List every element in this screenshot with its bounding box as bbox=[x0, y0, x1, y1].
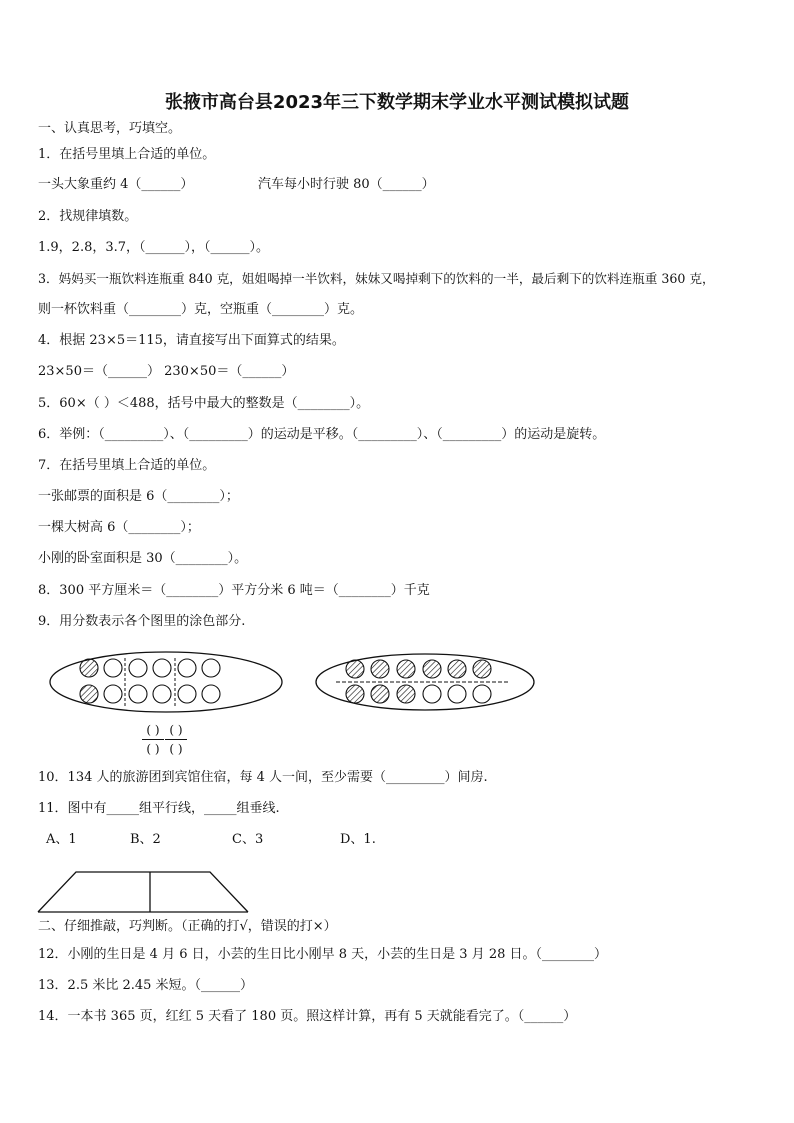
empty-circle bbox=[473, 685, 491, 703]
question-5: 5．60×（ ）＜488，括号中最大的整数是（________）。 bbox=[38, 396, 370, 411]
question-2-sequence: 1.9，2.8，3.7，（______），（______）。 bbox=[38, 240, 270, 255]
section-heading-2: 二、仔细推敲，巧判断。（正确的打√，错误的打×） bbox=[38, 919, 337, 934]
empty-circle bbox=[129, 685, 147, 703]
question-3-line-1: 3．妈妈买一瓶饮料连瓶重 840 克，姐姐喝掉一半饮料，妹妹又喝掉剩下的饮料的一半，最后剩下的饮料连瓶重 360 克， bbox=[38, 271, 715, 286]
question-6: 6．举例：（_________）、（_________）的运动是平移。（_________）、（_________）的运动是旋转。 bbox=[38, 427, 606, 442]
question-1-part-b: 汽车每小时行驶 80（______） bbox=[258, 177, 435, 192]
fraction-right bbox=[165, 722, 187, 757]
fraction-left-numerator: ( ) bbox=[146, 723, 160, 737]
question-12: 12．小刚的生日是 4 月 6 日，小芸的生日比小刚早 8 天，小芸的生日是 3 月 28 日。（________） bbox=[38, 947, 607, 962]
empty-circle bbox=[178, 659, 196, 677]
question-7-part-c: 小刚的卧室面积是 30（________）。 bbox=[38, 551, 248, 566]
empty-circle bbox=[153, 685, 171, 703]
question-7-part-a: 一张邮票的面积是 6（________）； bbox=[38, 489, 239, 504]
question-14: 14．一本书 365 页，红红 5 天看了 180 页。照这样计算，再有 5 天就能看完了。（______） bbox=[38, 1009, 577, 1024]
empty-circle bbox=[104, 685, 122, 703]
shaded-circle bbox=[423, 660, 441, 678]
question-4-stem: 4．根据 23×5＝115，请直接写出下面算式的结果。 bbox=[38, 333, 345, 348]
question-4-calcs: 23×50＝（______） 230×50＝（______） bbox=[38, 364, 295, 379]
shaded-circle bbox=[346, 660, 364, 678]
trapezoid-figure bbox=[36, 868, 252, 916]
shaded-circle bbox=[346, 685, 364, 703]
circles-figure-left bbox=[48, 650, 284, 714]
circles-figure-right bbox=[314, 652, 536, 712]
question-2-stem: 2．找规律填数。 bbox=[38, 209, 138, 224]
question-7-stem: 7．在括号里填上合适的单位。 bbox=[38, 458, 216, 473]
empty-circle bbox=[129, 659, 147, 677]
fraction-right-numerator: ( ) bbox=[169, 723, 183, 737]
option-b: B、2 bbox=[130, 832, 161, 847]
question-10: 10．134 人的旅游团到宾馆住宿，每 4 人一间，至少需要（_________）间房. bbox=[38, 770, 488, 785]
empty-circle bbox=[423, 685, 441, 703]
shaded-circle bbox=[371, 660, 389, 678]
fraction-left bbox=[142, 722, 164, 757]
fraction-right-denominator: ( ) bbox=[169, 742, 183, 756]
shaded-circle bbox=[80, 685, 98, 703]
question-13: 13．2.5 米比 2.45 米短。（______） bbox=[38, 978, 254, 993]
shaded-circle bbox=[80, 659, 98, 677]
question-1-part-a: 一头大象重约 4（______） bbox=[38, 177, 194, 192]
question-9-stem: 9．用分数表示各个图里的涂色部分. bbox=[38, 614, 246, 629]
empty-circle bbox=[202, 659, 220, 677]
question-8: 8．300 平方厘米＝（________）平方分米 6 吨＝（________）千克 bbox=[38, 583, 430, 598]
page-title: 张掖市高台县2023年三下数学期末学业水平测试模拟试题 bbox=[164, 92, 630, 113]
question-7-part-b: 一棵大树高 6（________）； bbox=[38, 520, 200, 535]
empty-circle bbox=[104, 659, 122, 677]
empty-circle bbox=[448, 685, 466, 703]
option-a: A、1 bbox=[46, 832, 77, 847]
shaded-circle bbox=[397, 660, 415, 678]
shaded-circle bbox=[473, 660, 491, 678]
fraction-left-denominator: ( ) bbox=[146, 742, 160, 756]
shaded-circle bbox=[371, 685, 389, 703]
shaded-circle bbox=[448, 660, 466, 678]
empty-circle bbox=[202, 685, 220, 703]
section-heading-1: 一、认真思考，巧填空。 bbox=[38, 121, 182, 136]
question-11-stem: 11．图中有_____组平行线，_____组垂线. bbox=[38, 801, 280, 816]
option-c: C、3 bbox=[232, 832, 264, 847]
question-1-stem: 1．在括号里填上合适的单位。 bbox=[38, 147, 216, 162]
empty-circle bbox=[178, 685, 196, 703]
empty-circle bbox=[153, 659, 171, 677]
question-3-line-2: 则一杯饮料重（________）克，空瓶重（________）克。 bbox=[38, 302, 364, 317]
shaded-circle bbox=[397, 685, 415, 703]
option-d: D、1. bbox=[340, 832, 376, 847]
